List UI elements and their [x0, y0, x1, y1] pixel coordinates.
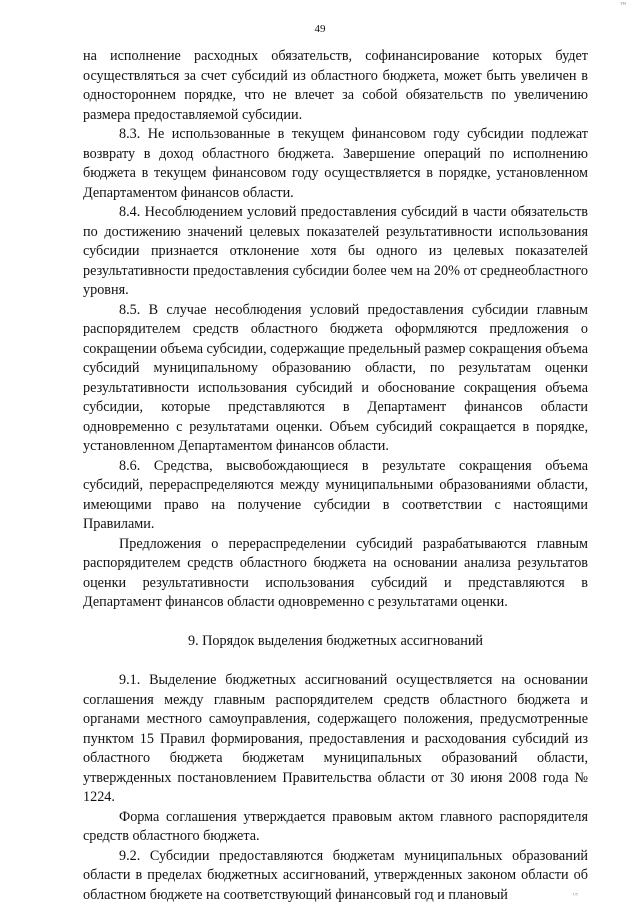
paragraph-8-6: 8.6. Средства, высвобождающиеся в результате сокращения объема субсидий, перераспределяются между муниципальными образованиями области, имеющими право на получение субсидии в соответствии с настоящими Правилами. [83, 457, 588, 532]
document-body [83, 47, 588, 905]
paragraph-continuation: на исполнение расходных обязательств, софинансирование которых будет осуществляться за счет субсидий из областного бюджета, может быть увеличен в одностороннем порядке, что не влечет за собой обязательств по увеличению размера предоставляемой субсидии. [83, 48, 588, 123]
paragraph-8-4: 8.4. Несоблюдением условий предоставления субсидий в части обязательств по достижению значений целевых показателей результативности использования субсидии признается отклонение хотя бы одного из целевых показателей результативности предоставления субсидии более чем на 20% от среднеобластного уровня. [83, 204, 588, 298]
paragraph-9-1: 9.1. Выделение бюджетных ассигнований осуществляется на основании соглашения между главным распорядителем средств областного бюджета и органами местного самоуправления, содержащего положения, предусмотренные пунктом 15 Правил формирования, предоставления и расходования субсидий из областного бюджета бюджетам муниципальных образований области, утвержденных постановлением Правительства области от 30 июня 2008 года № 1224. [83, 672, 588, 805]
paragraph-8-3: 8.3. Не использованные в текущем финансовом году субсидии подлежат возврату в доход областного бюджета. Завершение операций по исполнению бюджета в текущем финансовом году осуществляется в порядке, установленном Департаментом финансов области. [83, 126, 588, 201]
paragraph-9-2: 9.2. Субсидии предоставляются бюджетам муниципальных образований области в пределах бюджетных ассигнований, утвержденных законом области об областном бюджете на соответствующий финансовый год и плановый [83, 847, 588, 903]
section-heading: 9. Порядок выделения бюджетных ассигнований [187, 632, 484, 649]
corner-mark-bottom: ᵁᵀ [573, 893, 578, 899]
paragraph-8-5: 8.5. В случае несоблюдения условий предоставления субсидии главным распорядителем средств областного бюджета оформляются предложения о сокращении объема субсидии, содержащие предельный размер сокращения объема субсидий муниципальному образованию области, по результатам оценки результативности использования субсидий и обоснование сокращения объема субсидии, которые представляются в Департамент финансов области одновременно с результатами оценки. Объем субсидий сокращается в порядке, установленном Департаментом финансов области. [83, 301, 588, 454]
paragraph-redistribution-proposals: Предложения о перераспределении субсидий разрабатываются главным распорядителем средств областного бюджета на основании анализа результатов оценки результативности использования субсидий и представляются в Департамент финансов области одновременно с результатами оценки. [83, 535, 588, 610]
paragraph-agreement-form: Форма соглашения утверждается правовым актом главного распорядителя средств областного бюджета. [83, 808, 588, 844]
page-number: 49 [314, 23, 326, 35]
corner-mark-top: ™ [620, 2, 626, 8]
